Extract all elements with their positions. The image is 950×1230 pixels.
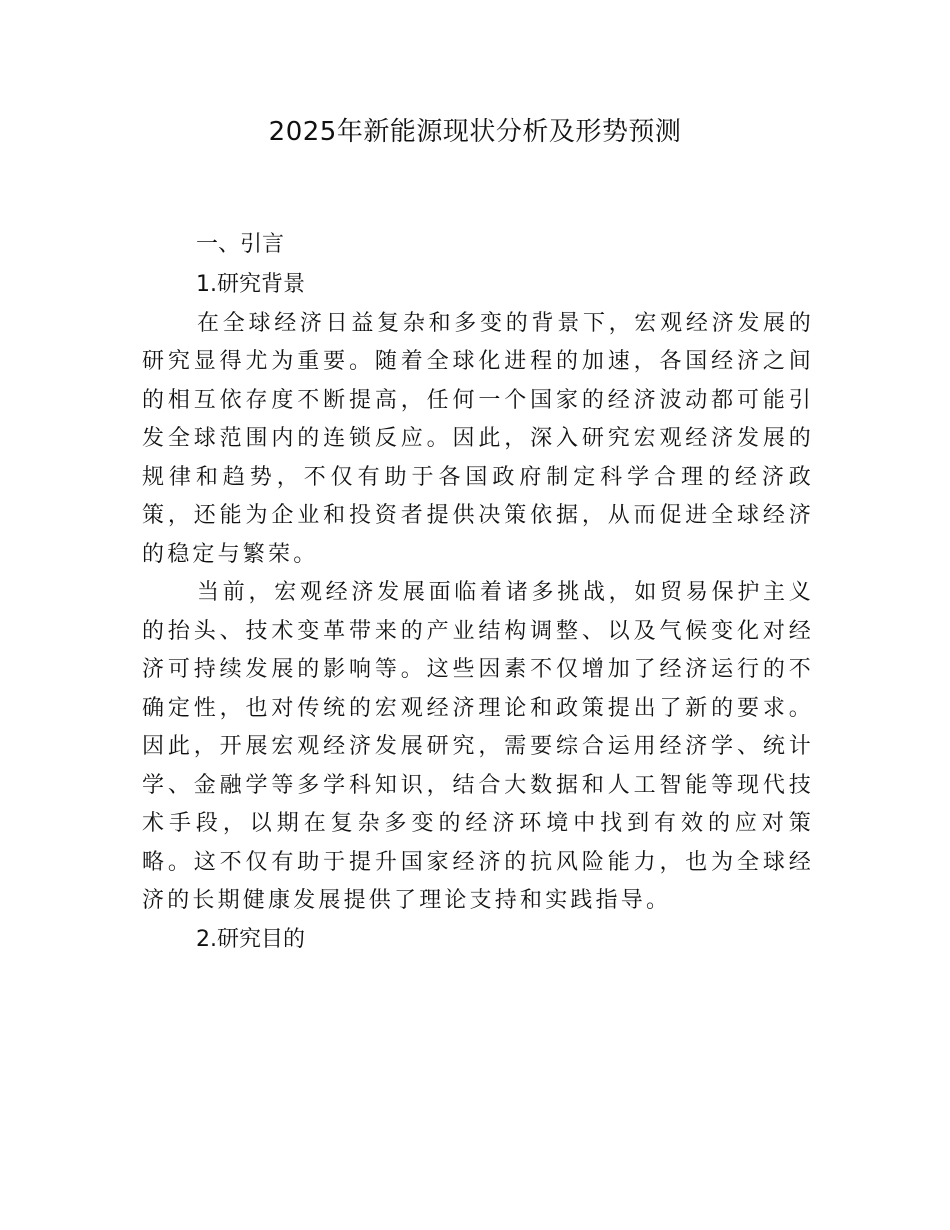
- section-heading: 一、引言: [196, 232, 285, 257]
- subsection-heading-research-background: 1.研究背景: [196, 272, 305, 297]
- subsection-heading-research-purpose: 2.研究目的: [196, 926, 305, 952]
- paragraph-background-2: 当前，宏观经济发展面临着诸多挑战，如贸易保护主义的抬头、技术变革带来的产业结构调整、以及气候变化对经济可持续发展的影响等。这些因素不仅增加了经济运行的不确定性，也对传统的宏观经济理论和政策提出了新的要求。因此，开展宏观经济发展研究，需要综合运用经济学、统计学、金融学等多学科知识，结合大数据和人工智能等现代技术手段，以期在复杂多变的经济环境中找到有效的应对策略。这不仅有助于提升国家经济的抗风险能力，也为全球经济的长期健康发展提供了理论支持和实践指导。: [142, 580, 814, 913]
- document-body: [142, 226, 814, 959]
- paragraph-background-1: 在全球经济日益复杂和多变的背景下，宏观经济发展的研究显得尤为重要。随着全球化进程的加速，各国经济之间的相互依存度不断提高，任何一个国家的经济波动都可能引发全球范围内的连锁反应。因此，深入研究宏观经济发展的规律和趋势，不仅有助于各国政府制定科学合理的经济政策，还能为企业和投资者提供决策依据，从而促进全球经济的稳定与繁荣。: [142, 310, 814, 567]
- document-title: 2025年新能源现状分析及形势预测: [268, 117, 682, 147]
